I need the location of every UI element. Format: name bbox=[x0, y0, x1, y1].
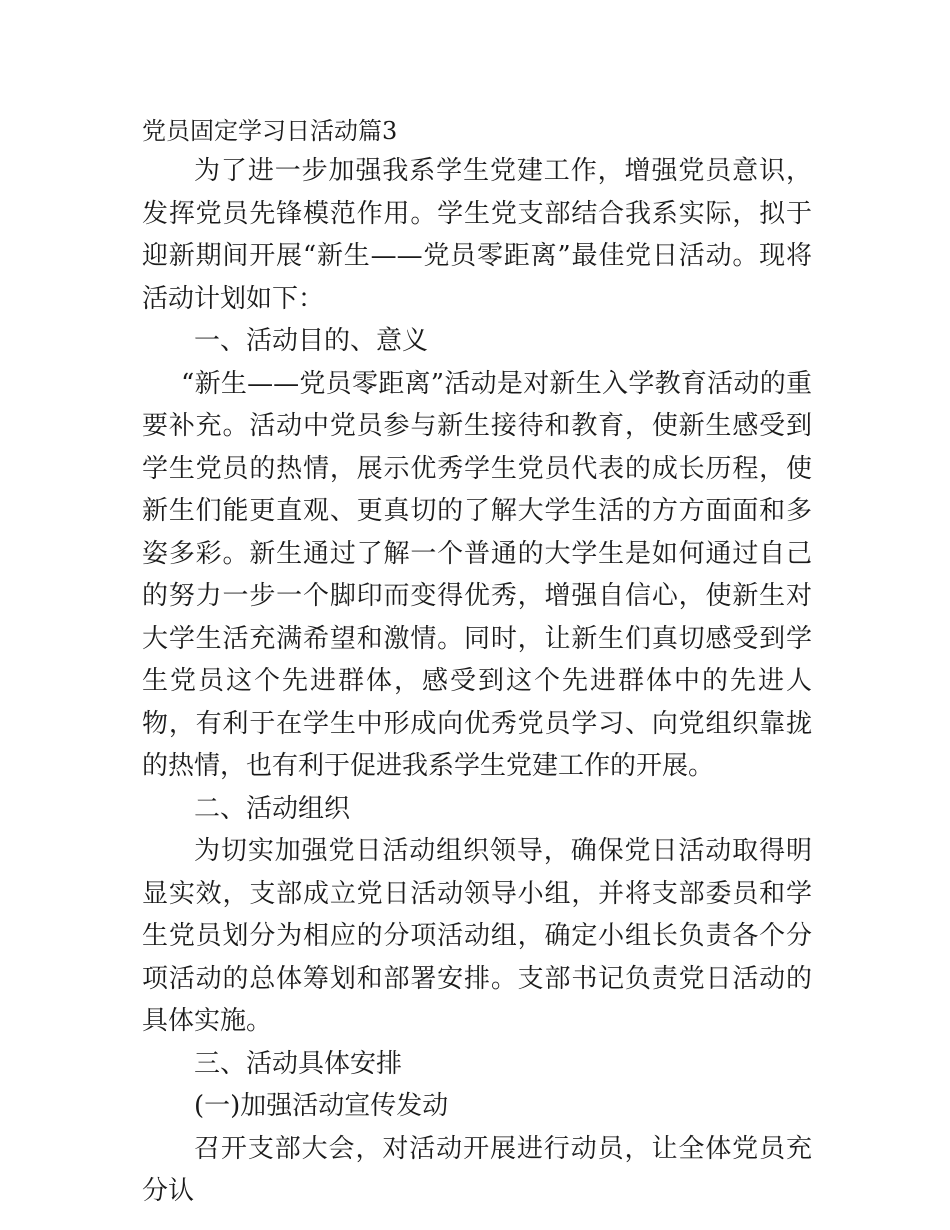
publicity-paragraph: 召开支部大会，对活动开展进行动员，让全体党员充分认 bbox=[142, 1133, 812, 1206]
document-body bbox=[142, 112, 812, 1213]
section-heading-organization: 二、活动组织 bbox=[194, 793, 351, 824]
section-heading-arrangement: 三、活动具体安排 bbox=[194, 1048, 403, 1079]
organization-paragraph: 为切实加强党日活动组织领导，确保党日活动取得明显实效，支部成立党日活动领导小组，并将支部委员和学生党员划分为相应的分项活动组，确定小组长负责各个分项活动的总体筹划和部署安排。支部书记负责党日活动的具体实施。 bbox=[142, 836, 812, 1036]
section-heading-purpose: 一、活动目的、意义 bbox=[194, 326, 429, 356]
subsection-heading-publicity: (一)加强活动宣传发动 bbox=[194, 1091, 449, 1121]
purpose-paragraph: “新生——党员零距离”活动是对新生入学教育活动的重要补充。活动中党员参与新生接待和教育，使新生感受到学生党员的热情，展示优秀学生党员代表的成长历程，使新生们能更直观、更真切的了解大学生活的方方面面和多姿多彩。新生通过了解一个普通的大学生是如何通过自己的努力一步一个脚印而变得优秀，增强自信心，使新生对大学生活充满希望和激情。同时，让新生们真切感受到学生党员这个先进群体，感受到这个先进群体中的先进人物，有利于在学生中形成向优秀党员学习、向党组织靠拢的热情，也有利于促进我系学生党建工作的开展。 bbox=[142, 368, 812, 781]
intro-paragraph: 为了进一步加强我系学生党建工作，增强党员意识，发挥党员先锋模范作用。学生党支部结合我系实际，拟于迎新期间开展“新生——党员零距离”最佳党日活动。现将活动计划如下： bbox=[142, 156, 812, 314]
document-title: 党员固定学习日活动篇3 bbox=[142, 117, 398, 145]
